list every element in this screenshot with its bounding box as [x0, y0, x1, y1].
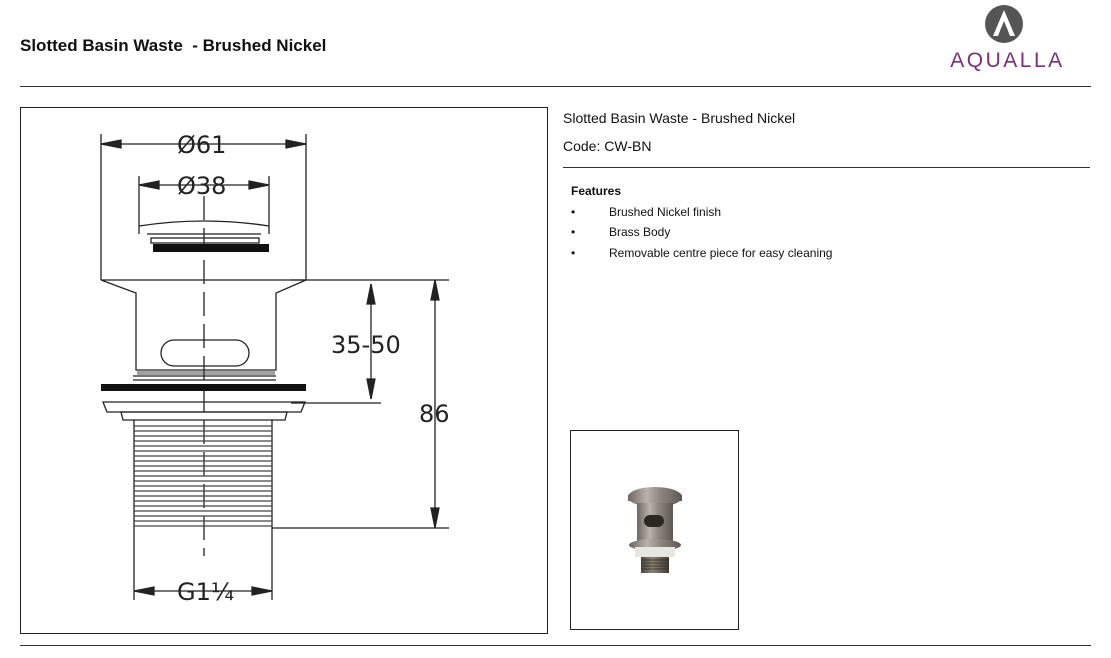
technical-drawing: [21, 108, 549, 635]
basin-waste-photo-icon: [571, 431, 740, 631]
feature-text: Brass Body: [609, 225, 671, 239]
dim-adjust-range: 35-50: [331, 331, 401, 359]
dim-inner-diameter: Ø38: [177, 172, 227, 200]
feature-item: [571, 205, 721, 219]
brand-logo: [925, 4, 1090, 72]
product-name: Slotted Basin Waste - Brushed Nickel: [563, 110, 796, 126]
footer-divider: [20, 645, 1091, 646]
page-title: Slotted Basin Waste - Brushed Nickel: [20, 36, 327, 55]
details-divider: [563, 167, 1090, 168]
header-divider: [20, 86, 1091, 87]
feature-item: [571, 225, 670, 239]
aqualla-a-logo-icon: [984, 4, 1024, 44]
brand-name: AQUALLA: [950, 49, 1065, 72]
dim-total-height: 86: [419, 400, 450, 428]
bullet-icon: •: [571, 205, 576, 219]
dim-thread-size: G1¼: [177, 578, 235, 606]
product-photo-panel: [570, 430, 739, 630]
dim-outer-diameter: Ø61: [177, 131, 227, 159]
technical-drawing-panel: [20, 107, 548, 634]
bullet-icon: •: [571, 225, 576, 239]
bullet-icon: •: [571, 246, 576, 260]
product-code: Code: CW-BN: [563, 138, 652, 154]
feature-item: [571, 246, 832, 260]
feature-text: Removable centre piece for easy cleaning: [609, 246, 833, 260]
feature-text: Brushed Nickel finish: [609, 205, 722, 219]
features-title: Features: [571, 184, 622, 198]
